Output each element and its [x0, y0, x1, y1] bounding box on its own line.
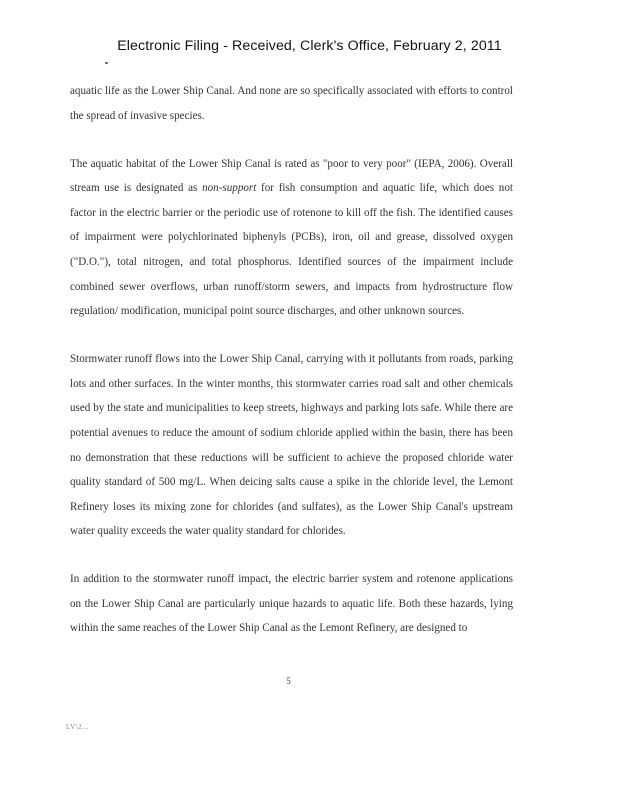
non-support-term: non-support — [202, 182, 257, 195]
paragraph-stormwater: Stormwater runoff flows into the Lower Ship Canal, carrying with it pollutants from roads, parking lots and other surfaces. In the winter months, this stormwater carries road salt and other chemicals used by the state and municipalities to keep streets, highways and parking lots safe. While there are potential avenues to reduce the amount of sodium chloride applied within the basin, there has been no demonstration that these reductions will be sufficient to achieve the proposed chloride water quality standard of 500 mg/L. When deicing salts cause a spike in the chloride level, the Lemont Refinery loses its mixing zone for chlorides (and sulfates), as the Lower Ship Canal's upstream water quality exceeds the water quality standard for chlorides. — [70, 353, 513, 538]
footer-code: LV\2... — [66, 723, 89, 731]
paragraph-aquatic-habitat-lead: The aquatic habitat of the Lower Ship Canal is rated as "poor to very poor" (IEPA, 2006). Overall stream use is designated as — [70, 157, 513, 195]
body-text — [70, 79, 513, 664]
paragraph-electric-barrier: In addition to the stormwater runoff impact, the electric barrier system and rotenone applications on the Lower Ship Canal are particularly unique hazards to aquatic life. Both these hazards, lying within the same reaches of the Lower Ship Canal as the Lemont Refinery, are designed to — [70, 573, 513, 635]
paragraph-continuation: aquatic life as the Lower Ship Canal. And none are so specifically associated with efforts to control the spread of invasive species. — [70, 85, 513, 122]
paragraph-aquatic-habitat — [70, 152, 513, 324]
paragraph-aquatic-habitat-rest: for fish consumption and aquatic life, which does not factor in the electric barrier or the periodic use of rotenone to kill off the fish. The identified causes of impairment were polychlorinated biphenyls (PCBs), iron, oil and grease, dissolved oxygen ("D.O."), total nitrogen, and total phosphorus. Identified sources of the impairment include combined sewer overflows, urban runoff/storm sewers, and impacts from hydrostructure flow regulation/ modification, municipal point source discharges, and other unknown sources. — [70, 182, 513, 318]
filing-header: Electronic Filing - Received, Clerk's Office, February 2, 2011 — [117, 38, 502, 54]
scan-mark — [105, 62, 108, 64]
page-number: 5 — [286, 676, 291, 686]
